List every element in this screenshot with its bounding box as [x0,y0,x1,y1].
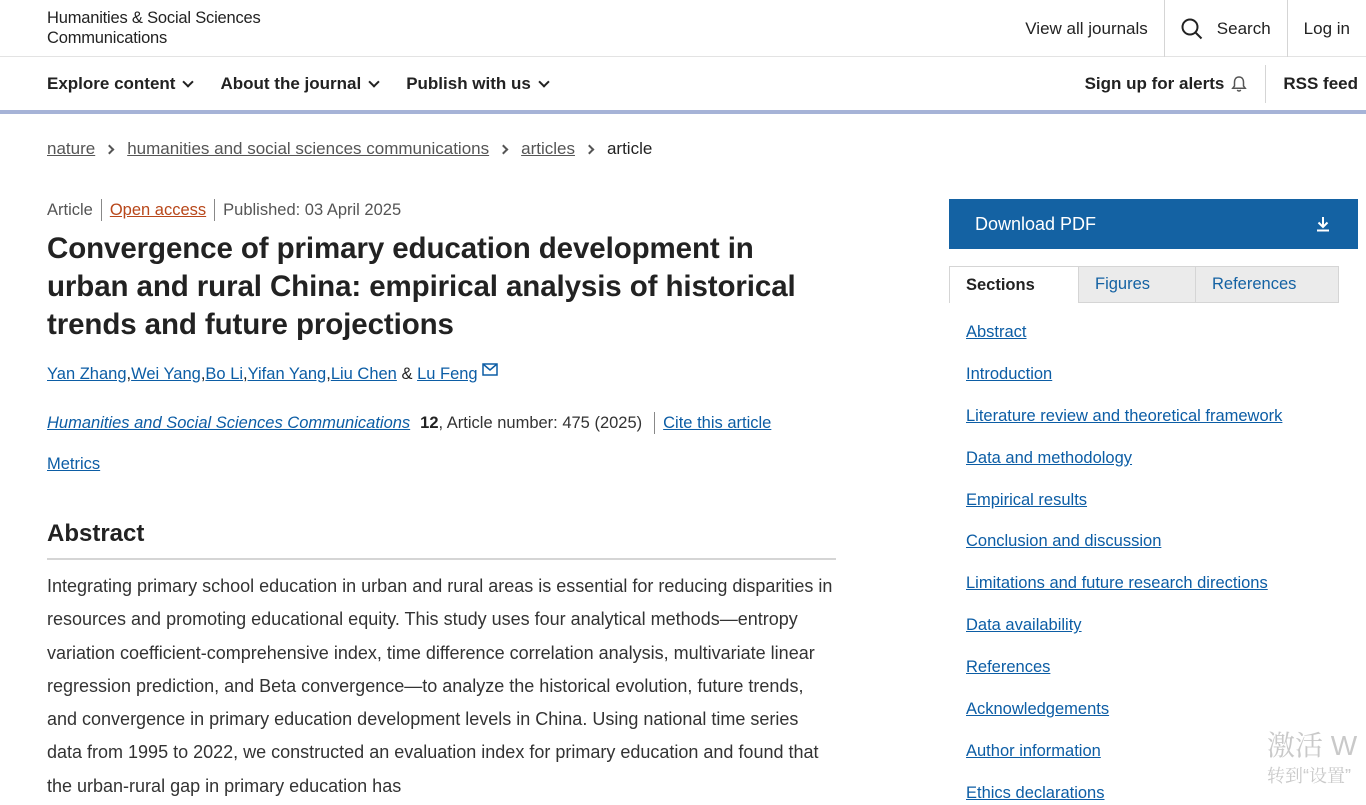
list-item [966,407,1282,449]
nav-bar [0,57,1366,114]
article-meta [47,199,409,221]
nav-explore-label: Explore content [47,73,176,93]
author-separator: , [126,365,132,383]
chevron-right-icon [499,144,509,154]
author-link[interactable]: Yifan Yang [247,365,327,383]
article-title: Convergence of primary education development in urban and rural China: empirical analysis of historical trends and future projections [47,232,796,341]
breadcrumb-articles[interactable]: articles [521,139,575,158]
section-link-acknowledgements[interactable]: Acknowledgements [966,700,1110,719]
list-item [966,784,1282,805]
volume-number: 12 [420,413,439,432]
author-separator: , [243,365,248,383]
download-pdf-label: Download PDF [975,213,1097,234]
open-access-link[interactable]: Open access [109,201,207,219]
section-link-conclusion[interactable]: Conclusion and discussion [966,532,1162,551]
published-date: Published: 03 April 2025 [214,199,409,221]
rss-feed-link[interactable]: RSS feed [1265,65,1366,103]
list-item [966,449,1282,491]
breadcrumb [47,139,652,159]
search-label: Search [1216,18,1271,38]
chevron-right-icon [585,144,595,154]
section-link-ethics[interactable]: Ethics declarations [966,783,1105,802]
article-type: Article [47,201,93,219]
nav-publish-label: Publish with us [406,73,531,93]
login-link[interactable]: Log in [1287,0,1366,57]
nav-publish-with-us[interactable] [406,74,548,94]
download-icon [1316,216,1330,232]
chevron-down-icon [183,76,194,87]
sign-up-alerts-button[interactable] [1068,74,1266,94]
section-link-author-information[interactable]: Author information [966,741,1101,760]
author-separator: , [200,365,206,383]
chevron-down-icon [369,76,380,87]
author-link[interactable]: Lu Feng [417,365,478,383]
activation-watermark [1267,727,1357,787]
tab-sections[interactable]: Sections [949,266,1079,303]
author-link[interactable]: Liu Chen [330,365,397,383]
tab-figures[interactable]: Figures [1079,266,1196,303]
section-link-empirical-results[interactable]: Empirical results [966,490,1088,509]
search-icon [1181,18,1203,40]
list-item [966,700,1282,742]
abstract-heading: Abstract [47,520,836,560]
chevron-down-icon [538,76,549,87]
section-list [966,323,1282,805]
download-pdf-button[interactable] [949,199,1358,249]
breadcrumb-nature[interactable]: nature [47,139,96,158]
nav-about-journal[interactable] [220,74,378,94]
section-link-references[interactable]: References [966,658,1051,677]
list-item [966,365,1282,407]
watermark-line-2: 转到“设置” [1267,766,1351,786]
journal-link[interactable]: Humanities and Social Sciences Communications [47,413,411,432]
nav-left [47,57,576,110]
author-separator: , [326,365,331,383]
abstract-text: Integrating primary school education in urban and rural areas is essential for reducing disparities in resources and promoting educational equity. This study uses four analytical methods—entropy variation coefficient-comprehensive index, time difference correlation analysis, multivariate linear regression prediction, and Beta convergence—to analyze the historical evolution, future trends, and convergence in primary education development levels in China. Using national time series data from 1995 to 2022, we constructed an evaluation index for primary education and found that the urban-rural gap in primary education has [47,576,833,796]
chevron-right-icon [105,144,115,154]
top-right-links [1009,0,1366,57]
breadcrumb-current: article [606,139,653,158]
sidebar-tabs [949,266,1339,303]
author-link[interactable]: Bo Li [205,365,244,383]
list-item [966,616,1282,658]
alerts-label: Sign up for alerts [1084,73,1225,93]
list-item [966,532,1282,574]
metrics-link[interactable]: Metrics [47,455,101,473]
list-item [966,323,1282,365]
journal-logo[interactable] [47,8,261,48]
view-all-journals-link[interactable]: View all journals [1025,18,1148,38]
section-link-data-methodology[interactable]: Data and methodology [966,448,1133,467]
breadcrumb-journal[interactable]: humanities and social sciences communications [127,139,490,158]
tab-references[interactable]: References [1196,266,1339,303]
nav-explore-content[interactable] [47,74,192,94]
author-link[interactable]: Wei Yang [131,365,201,383]
section-link-limitations[interactable]: Limitations and future research directions [966,574,1268,593]
list-item [966,574,1282,616]
list-item [966,742,1282,784]
watermark-line-1: 激活 W [1267,730,1358,761]
author-list [47,365,498,384]
section-link-literature-review[interactable]: Literature review and theoretical framework [966,406,1283,425]
section-link-abstract[interactable]: Abstract [966,323,1027,341]
nav-about-label: About the journal [220,73,362,93]
author-link[interactable]: Yan Zhang [47,365,127,383]
article-number: , Article number: 475 (2025) [438,413,643,432]
list-item [966,658,1282,700]
author-separator-last: & [396,365,418,383]
logo-line-1: Humanities & Social Sciences [47,9,261,27]
cite-this-article-link[interactable]: Cite this article [654,412,771,434]
section-link-introduction[interactable]: Introduction [966,364,1053,383]
search-button[interactable] [1164,0,1287,57]
mail-icon[interactable] [482,363,498,376]
list-item [966,491,1282,533]
top-header [0,0,1366,57]
logo-line-2: Communications [47,29,168,47]
citation-line [47,412,771,434]
bell-icon [1230,75,1248,93]
section-link-data-availability[interactable]: Data availability [966,616,1082,635]
nav-right [1068,57,1366,110]
